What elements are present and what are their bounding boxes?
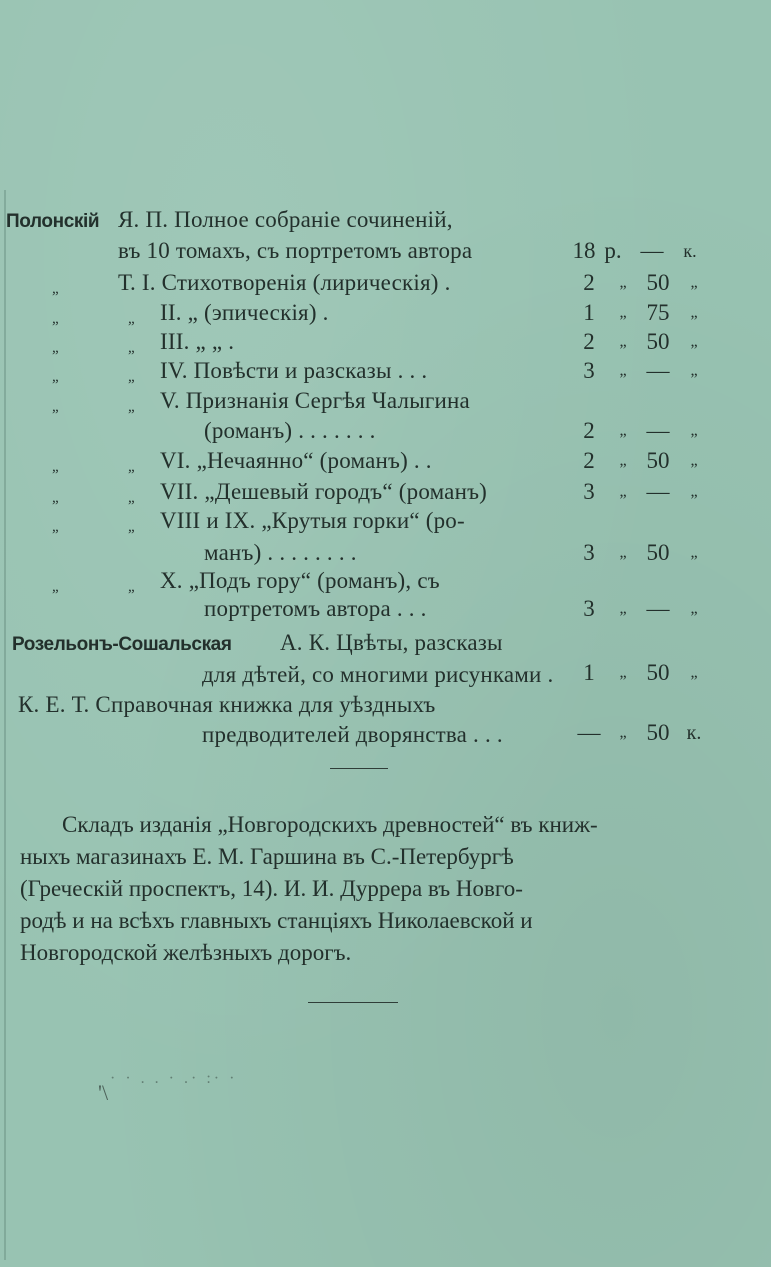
volume-price-kop: —	[646, 418, 670, 443]
volume-ditto-author: „	[52, 579, 59, 595]
rozelon-title-line-2: для дѣтей, со многими рисунками .	[202, 662, 554, 687]
volume-ditto-tome: „	[128, 490, 135, 506]
volume-price-rub: 3	[583, 358, 595, 383]
volume-ditto-tome: „	[128, 369, 135, 385]
volume-price-rub	[570, 506, 608, 536]
volume-price-rub	[570, 386, 608, 416]
ket-price-unit: к.	[686, 722, 702, 744]
ket-price-ditto: „	[619, 724, 627, 741]
volume-ditto-tome: „	[128, 579, 135, 595]
volume-title: (романъ) . . . . . . .	[204, 418, 376, 443]
volume-price-rub: 1	[583, 300, 595, 325]
volume-ditto-author: „	[52, 311, 59, 327]
volume-price-ditto-2: „	[690, 600, 698, 617]
rozelon-price-kop: 50	[646, 660, 670, 685]
volume-price-ditto-2: „	[690, 544, 698, 561]
volume-price-kop: 50	[646, 329, 670, 354]
volume-ditto-author: „	[52, 369, 59, 385]
volume-price-ditto-2	[680, 566, 708, 596]
volume-price-kop: 50	[646, 448, 670, 473]
volume-price-kop: 50	[646, 270, 670, 295]
volume-title: VIII и IX. „Крутыя горки“ (ро-	[160, 508, 465, 533]
volume-price-kop: 75	[646, 300, 670, 325]
ket-price-rub: —	[577, 720, 601, 745]
notice-line-5: Новгородской желѣзныхъ дорогъ.	[20, 940, 352, 965]
volume-price-ditto: „	[619, 362, 627, 379]
volume-ditto-author: „	[52, 490, 59, 506]
volume-price-rub: 3	[583, 596, 595, 621]
volume-price-ditto-2: „	[690, 333, 698, 350]
polonsky-title-line-2: въ 10 томахъ, съ портретомъ автора	[118, 238, 473, 263]
volume-title: IV. Повѣсти и разсказы . . .	[160, 358, 428, 383]
volume-price-rub: 2	[583, 448, 595, 473]
notice-line-1: Складъ изданія „Новгородскихъ древностей“ въ книж-	[62, 812, 598, 837]
page-edge-shadow	[4, 190, 6, 1260]
ink-mark: '\	[98, 1080, 109, 1105]
ket-title-line-2: предводителей дворянства . . .	[202, 722, 503, 747]
polonsky-total-rub-unit: р.	[604, 238, 622, 263]
volume-title: портретомъ автора . . .	[204, 596, 427, 621]
volume-ditto-tome: „	[128, 340, 135, 356]
volume-price-kop	[636, 506, 680, 536]
volume-ditto-tome: „	[128, 519, 135, 535]
volume-title: манъ) . . . . . . . .	[204, 540, 357, 565]
polonsky-title-line-1: Я. П. Полное собраніе сочиненій,	[118, 207, 453, 232]
volume-ditto-tome: „	[128, 459, 135, 475]
notice-line-2: ныхъ магазинахъ Е. М. Гаршина въ С.-Петербургѣ	[20, 844, 514, 869]
volume-price-kop: 50	[646, 540, 670, 565]
volume-price-rub: 3	[583, 540, 595, 565]
volume-ditto-author: „	[52, 459, 59, 475]
volume-ditto-author: „	[52, 399, 59, 415]
volume-title: V. Признанія Сергѣя Чалыгина	[160, 388, 470, 413]
volume-price-kop	[636, 566, 680, 596]
volume-ditto-author: „	[52, 281, 59, 297]
ket-title-line-1: К. Е. Т. Справочная книжка для уѣздныхъ	[18, 692, 436, 717]
volume-price-kop: —	[646, 596, 670, 621]
volume-price-ditto-2: „	[690, 362, 698, 379]
volume-price-ditto: „	[619, 483, 627, 500]
volume-price-rub: 2	[583, 270, 595, 295]
polonsky-total-rub: 18	[572, 238, 596, 263]
volume-price-ditto	[608, 386, 638, 416]
volume-price-ditto-2: „	[690, 274, 698, 291]
volume-ditto-author: „	[52, 340, 59, 356]
divider-long	[308, 1002, 398, 1003]
volume-price-rub: 2	[583, 329, 595, 354]
volume-price-ditto: „	[619, 422, 627, 439]
rozelon-title-line-1: А. К. Цвѣты, разсказы	[280, 630, 503, 655]
volume-price-ditto: „	[619, 600, 627, 617]
ket-price-kop: 50	[646, 720, 670, 745]
volume-price-ditto-2: „	[690, 483, 698, 500]
volume-price-ditto-2	[680, 386, 708, 416]
volume-title: X. „Подъ гору“ (романъ), съ	[160, 568, 440, 593]
volume-price-ditto	[608, 506, 638, 536]
volume-price-rub: 3	[583, 479, 595, 504]
polonsky-total-kop: —	[640, 238, 664, 263]
rozelon-price-rub: 1	[583, 660, 595, 685]
volume-title: Т. I. Стихотворенія (лирическія) .	[118, 270, 451, 295]
volume-price-ditto-2: „	[690, 452, 698, 469]
volume-price-ditto: „	[619, 274, 627, 291]
paper-specks: · · . . · .· :· ·	[110, 1070, 238, 1087]
volume-title: VI. „Нечаянно“ (романъ) . .	[160, 448, 432, 473]
volume-price-ditto: „	[619, 304, 627, 321]
rozelon-price-ditto: „	[619, 664, 627, 681]
volume-price-ditto-2	[680, 506, 708, 536]
volume-price-ditto: „	[619, 544, 627, 561]
volume-title: VII. „Дешевый городъ“ (романъ)	[160, 479, 488, 504]
volume-title: III. „ „ .	[160, 329, 235, 354]
volume-price-kop: —	[646, 358, 670, 383]
polonsky-total-kop-unit: к.	[683, 241, 697, 261]
divider-short	[330, 768, 388, 769]
volume-price-ditto-2: „	[690, 304, 698, 321]
volume-price-ditto: „	[619, 333, 627, 350]
volume-price-ditto: „	[619, 452, 627, 469]
volume-price-ditto	[608, 566, 638, 596]
author-polonsky: Полонскій	[6, 211, 100, 232]
notice-line-3: (Греческій проспектъ, 14). И. И. Дуррера въ Новго-	[20, 876, 523, 901]
volume-price-ditto-2: „	[690, 422, 698, 439]
volume-ditto-author: „	[52, 519, 59, 535]
volume-price-rub: 2	[583, 418, 595, 443]
volume-title: II. „ (эпическія) .	[160, 300, 329, 325]
volume-price-kop: —	[646, 479, 670, 504]
volume-ditto-tome: „	[128, 399, 135, 415]
volume-price-rub	[570, 566, 608, 596]
author-rozelon: Розельонъ-Сошальская	[12, 634, 232, 655]
rozelon-price-ditto-2: „	[690, 664, 698, 681]
volume-ditto-tome: „	[128, 311, 135, 327]
volume-price-kop	[636, 386, 680, 416]
notice-line-4: родѣ и на всѣхъ главныхъ станціяхъ Николаевской и	[20, 908, 533, 933]
